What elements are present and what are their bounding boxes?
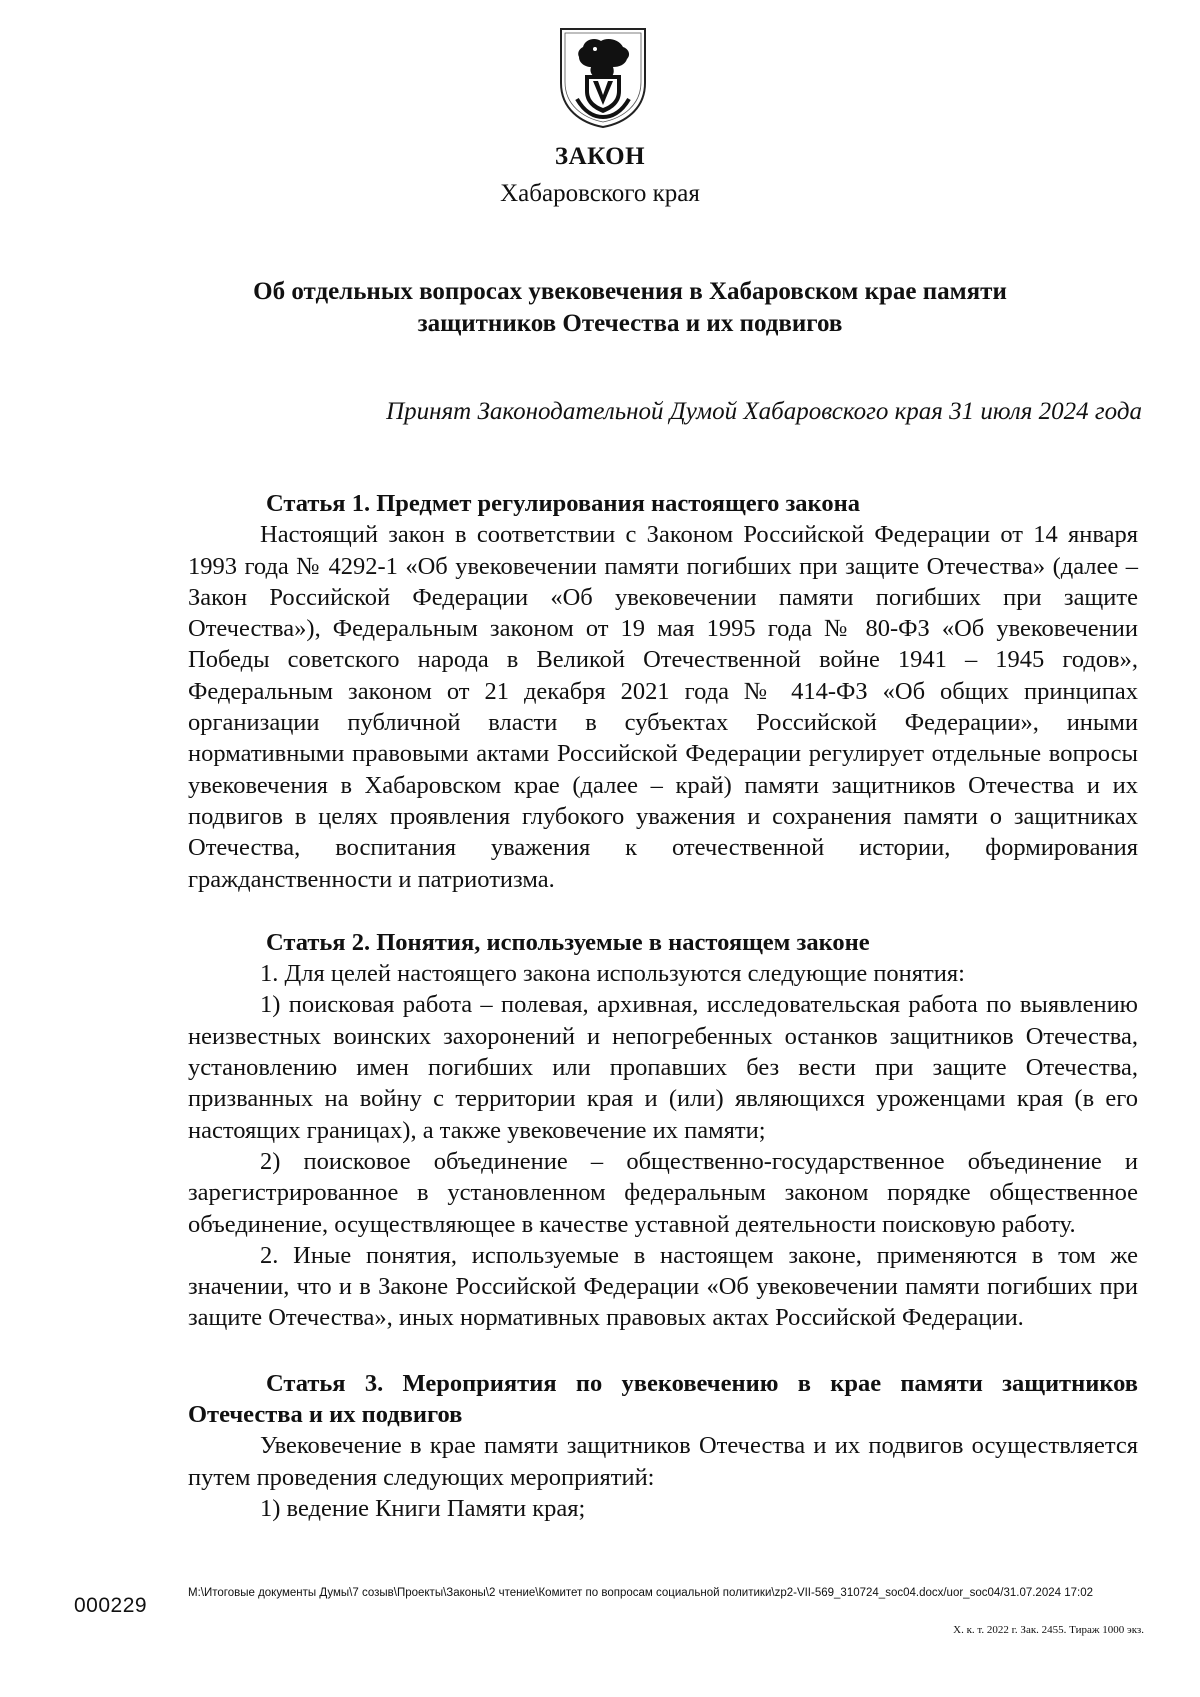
adoption-note: Принят Законодательной Думой Хабаровского края 31 июля 2024 года — [386, 398, 1142, 425]
article-3-heading: Статья 3. Мероприятия по увековечению в крае памяти защитников Отечества и их подвигов — [188, 1369, 1138, 1429]
article-2-paragraph-3: 2) поисковое объединение – общественно-государственное объединение и зарегистрированное в установленном федеральным законом порядке общественное объединение, осуществляющее в качестве уставной деятельности поисковую работу. — [188, 1147, 1138, 1238]
article-3-paragraph-1: Увековечение в крае памяти защитников Отечества и их подвигов осуществляется путем проведения следующих мероприятий: — [188, 1432, 1138, 1491]
article-2-heading: Статья 2. Понятия, используемые в настоящем законе — [266, 928, 870, 956]
file-path: M:\Итоговые документы Думы\7 созыв\Проекты\Законы\2 чтение\Комитет по вопросам социальной политики\zp2-VII-569_310724_soc04.docx/uor_soc04/31.07.2024 17:02 — [188, 1587, 1093, 1599]
article-1-heading: Статья 1. Предмет регулирования настоящего закона — [266, 490, 860, 517]
document-number: 000229 — [74, 1594, 148, 1617]
law-body — [188, 488, 1138, 1524]
khabarovsk-coat-of-arms-icon — [555, 25, 651, 129]
article-3-paragraph-2: 1) ведение Книги Памяти края; — [260, 1494, 586, 1522]
law-title-line-2: защитников Отечества и их подвигов — [417, 310, 843, 337]
article-2-paragraph-4: 2. Иные понятия, используемые в настоящем законе, применяются в том же значении, что и в Законе Российской Федерации «Об увековечении памяти погибших при защите Отечества», иных нормативных правовых актах Российской Федерации. — [188, 1241, 1138, 1332]
article-2-paragraph-2: 1) поисковая работа – полевая, архивная, исследовательская работа по выявлению неизвестных воинских захоронений и непогребенных останков защитников Отечества, установлению имен погибших или пропавших без вести при защите Отечества, призванных на войну с территории края и (или) являющихся уроженцами края (в его настоящих границах), а также увековечение их памяти; — [188, 991, 1138, 1144]
article-2-paragraph-1: 1. Для целей настоящего закона используются следующие понятия: — [260, 960, 965, 988]
law-title — [200, 276, 1060, 340]
law-label: ЗАКОН — [554, 143, 646, 170]
region-name: Хабаровского края — [500, 180, 700, 207]
law-title-line-1: Об отдельных вопросах увековечения в Хабаровском крае памяти — [253, 278, 1007, 305]
print-info: Х. к. т. 2022 г. Зак. 2455. Тираж 1000 экз. — [953, 1624, 1144, 1636]
article-1-paragraph: Настоящий закон в соответствии с Законом Российской Федерации от 14 января 1993 года № 4292-1 «Об увековечении памяти погибших при защите Отечества» (далее – Закон Российской Федерации «Об увековечении памяти погибших при защите Отечества»), Федеральным законом от 19 мая 1995 года № 80-ФЗ «Об увековечении Победы советского народа в Великой Отечественной войне 1941 – 1945 годов», Федеральным законом от 21 декабря 2021 года № 414-ФЗ «Об общих принципах организации публичной власти в субъектах Российской Федерации», иными нормативными правовыми актами Российской Федерации регулирует отдельные вопросы увековечения в Хабаровском крае (далее – край) памяти защитников Отечества и их подвигов в целях проявления глубокого уважения и сохранения памяти о защитниках Отечества, воспитания уважения к отечественной истории, формирования гражданственности и патриотизма. — [188, 521, 1138, 893]
